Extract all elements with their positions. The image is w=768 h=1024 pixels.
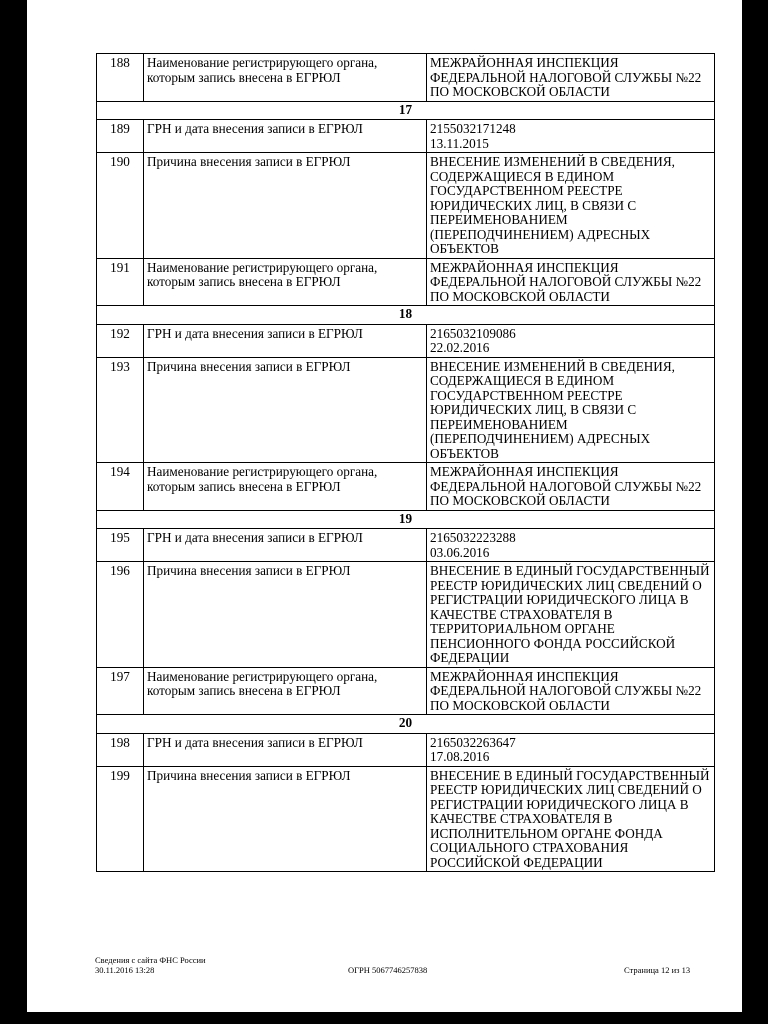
field-name: ГРН и дата внесения записи в ЕГРЮЛ: [144, 529, 427, 562]
row-number: 196: [97, 562, 144, 668]
field-value-line: ВНЕСЕНИЕ ИЗМЕНЕНИЙ В СВЕДЕНИЯ, СОДЕРЖАЩИЕСЯ В ЕДИНОМ ГОСУДАРСТВЕННОМ РЕЕСТРЕ ЮРИДИЧЕСКИХ ЛИЦ, В СВЯЗИ С ПЕРЕИМЕНОВАНИЕМ (ПЕРЕПОДЧИНЕНИЕМ) АДРЕСНЫХ ОБЪЕКТОВ: [430, 154, 675, 256]
field-value-line: 2155032171248: [430, 121, 516, 136]
field-value-line: ВНЕСЕНИЕ В ЕДИНЫЙ ГОСУДАРСТВЕННЫЙ РЕЕСТР ЮРИДИЧЕСКИХ ЛИЦ СВЕДЕНИЙ О РЕГИСТРАЦИИ ЮРИДИЧЕСКОГО ЛИЦА В КАЧЕСТВЕ СТРАХОВАТЕЛЯ В ИСПОЛНИТЕЛЬНОМ ОРГАНЕ ФОНДА СОЦИАЛЬНОГО СТРАХОВАНИЯ РОССИЙСКОЙ ФЕДЕРАЦИИ: [430, 767, 710, 870]
table-row: [97, 120, 715, 153]
footer-page-number: Страница 12 из 13: [624, 965, 691, 975]
field-name: Причина внесения записи в ЕГРЮЛ: [144, 357, 427, 463]
row-number: 198: [97, 733, 144, 766]
field-value: [427, 324, 715, 357]
field-value: [427, 153, 715, 259]
field-value-line: МЕЖРАЙОННАЯ ИНСПЕКЦИЯ ФЕДЕРАЛЬНОЙ НАЛОГОВОЙ СЛУЖБЫ №22 ПО МОСКОВСКОЙ ОБЛАСТИ: [430, 259, 702, 304]
field-value: [427, 766, 715, 872]
table-row: [97, 357, 715, 463]
field-name: Причина внесения записи в ЕГРЮЛ: [144, 153, 427, 259]
field-value-line: 22.02.2016: [430, 340, 490, 355]
table-row: [97, 258, 715, 306]
table-row: [97, 153, 715, 259]
row-number: 190: [97, 153, 144, 259]
section-header-row: [97, 715, 715, 734]
row-number: 189: [97, 120, 144, 153]
footer-source-text: Сведения с сайта ФНС России: [95, 955, 206, 965]
field-name: Наименование регистрирующего органа, которым запись внесена в ЕГРЮЛ: [144, 258, 427, 306]
section-number: 18: [97, 306, 715, 325]
section-number: 19: [97, 510, 715, 529]
field-value-line: МЕЖРАЙОННАЯ ИНСПЕКЦИЯ ФЕДЕРАЛЬНОЙ НАЛОГОВОЙ СЛУЖБЫ №22 ПО МОСКОВСКОЙ ОБЛАСТИ: [430, 55, 702, 99]
row-number: 188: [97, 54, 144, 102]
field-value: [427, 54, 715, 102]
field-name: Наименование регистрирующего органа, которым запись внесена в ЕГРЮЛ: [144, 667, 427, 715]
field-value: [427, 463, 715, 511]
field-value-line: 2165032109086: [430, 325, 516, 341]
row-number: 193: [97, 357, 144, 463]
field-value-line: ВНЕСЕНИЕ ИЗМЕНЕНИЙ В СВЕДЕНИЯ, СОДЕРЖАЩИЕСЯ В ЕДИНОМ ГОСУДАРСТВЕННОМ РЕЕСТРЕ ЮРИДИЧЕСКИХ ЛИЦ, В СВЯЗИ С ПЕРЕИМЕНОВАНИЕМ (ПЕРЕПОДЧИНЕНИЕМ) АДРЕСНЫХ ОБЪЕКТОВ: [430, 358, 675, 461]
table-row: [97, 324, 715, 357]
field-value-line: МЕЖРАЙОННАЯ ИНСПЕКЦИЯ ФЕДЕРАЛЬНОЙ НАЛОГОВОЙ СЛУЖБЫ №22 ПО МОСКОВСКОЙ ОБЛАСТИ: [430, 668, 702, 713]
row-number: 194: [97, 463, 144, 511]
table-row: [97, 54, 715, 102]
field-name: Наименование регистрирующего органа, которым запись внесена в ЕГРЮЛ: [144, 54, 427, 102]
field-value: [427, 529, 715, 562]
row-number: 195: [97, 529, 144, 562]
field-value-line: 03.06.2016: [430, 544, 490, 560]
section-number: 20: [97, 715, 715, 734]
field-value-line: МЕЖРАЙОННАЯ ИНСПЕКЦИЯ ФЕДЕРАЛЬНОЙ НАЛОГОВОЙ СЛУЖБЫ №22 ПО МОСКОВСКОЙ ОБЛАСТИ: [430, 464, 702, 508]
field-name: ГРН и дата внесения записи в ЕГРЮЛ: [144, 733, 427, 766]
row-number: 197: [97, 667, 144, 715]
field-value-line: 17.08.2016: [430, 749, 490, 764]
table-row: [97, 766, 715, 872]
field-value: [427, 562, 715, 668]
table-row: [97, 562, 715, 668]
section-header-row: [97, 101, 715, 120]
row-number: 199: [97, 766, 144, 872]
field-name: Причина внесения записи в ЕГРЮЛ: [144, 562, 427, 668]
table-row: [97, 463, 715, 511]
section-header-row: [97, 306, 715, 325]
field-value-line: 13.11.2015: [430, 135, 489, 151]
field-name: ГРН и дата внесения записи в ЕГРЮЛ: [144, 324, 427, 357]
field-value: [427, 357, 715, 463]
field-name: ГРН и дата внесения записи в ЕГРЮЛ: [144, 120, 427, 153]
field-value-line: 2165032263647: [430, 734, 516, 750]
field-name: Причина внесения записи в ЕГРЮЛ: [144, 766, 427, 872]
table-row: [97, 529, 715, 562]
section-number: 17: [97, 101, 715, 120]
footer-datetime: 30.11.2016 13:28: [95, 965, 155, 975]
footer-source: [95, 955, 206, 975]
document-page: [27, 0, 742, 1012]
table-row: [97, 733, 715, 766]
field-value: [427, 258, 715, 306]
field-value-line: ВНЕСЕНИЕ В ЕДИНЫЙ ГОСУДАРСТВЕННЫЙ РЕЕСТР ЮРИДИЧЕСКИХ ЛИЦ СВЕДЕНИЙ О РЕГИСТРАЦИИ ЮРИДИЧЕСКОГО ЛИЦА В КАЧЕСТВЕ СТРАХОВАТЕЛЯ В ТЕРРИТОРИАЛЬНОМ ОРГАНЕ ПЕНСИОННОГО ФОНДА РОССИЙСКОЙ ФЕДЕРАЦИИ: [430, 563, 710, 665]
table-row: [97, 667, 715, 715]
footer-ogrn: ОГРН 5067746257838: [348, 965, 428, 975]
field-value: [427, 667, 715, 715]
field-value-line: 2165032223288: [430, 530, 516, 545]
field-value: [427, 120, 715, 153]
field-name: Наименование регистрирующего органа, которым запись внесена в ЕГРЮЛ: [144, 463, 427, 511]
egrul-records-table: [96, 53, 715, 872]
field-value: [427, 733, 715, 766]
row-number: 192: [97, 324, 144, 357]
row-number: 191: [97, 258, 144, 306]
section-header-row: [97, 510, 715, 529]
